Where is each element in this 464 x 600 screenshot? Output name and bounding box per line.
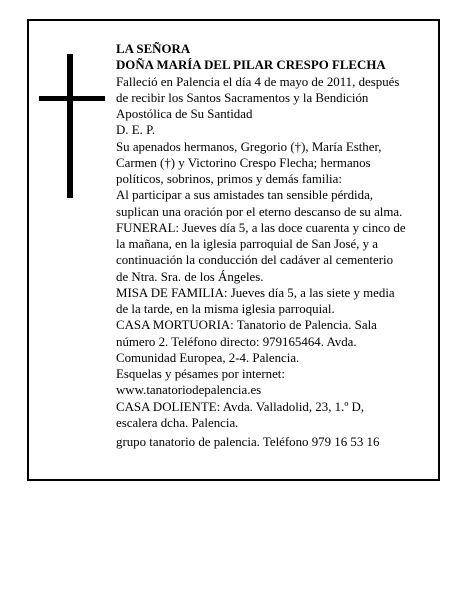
body-line: Su apenados hermanos, Gregorio (†), María Esther, <box>116 139 382 154</box>
cross-horizontal-bar <box>39 96 105 101</box>
body-line: MISA DE FAMILIA: Jueves día 5, a las siete y media <box>116 285 395 300</box>
obituary-text <box>116 41 436 450</box>
body-line: Falleció en Palencia el día 4 de mayo de 2011, después <box>116 74 400 89</box>
body-line: Comunidad Europea, 2-4. Palencia. <box>116 350 300 365</box>
body-line: Apostólica de Su Santidad <box>116 107 253 121</box>
body-line: número 2. Teléfono directo: 979165464. Avda. <box>116 334 357 349</box>
deceased-name: DOÑA MARÍA DEL PILAR CRESPO FLECHA <box>116 58 386 73</box>
body-line: FUNERAL: Jueves día 5, a las doce cuarenta y cinco de <box>116 220 406 235</box>
body-line: CASA MORTUORIA: Tanatorio de Palencia. Sala <box>116 318 377 333</box>
body-line: de recibir los Santos Sacramentos y la Bendición <box>116 90 369 105</box>
body-line: Carmen (†) y Victorino Crespo Flecha; hermanos <box>116 155 371 170</box>
body-line: de Ntra. Sra. de los Ángeles. <box>116 269 264 284</box>
latin-cross-icon <box>39 54 105 198</box>
body-line: de la tarde, en la misma iglesia parroquial. <box>116 302 335 316</box>
body-line: CASA DOLIENTE: Avda. Valladolid, 23, 1.º D, <box>116 399 365 414</box>
body-line: suplican una oración por el eterno descanso de su alma. <box>116 204 403 219</box>
cross-vertical-bar <box>67 54 73 198</box>
body-line: continuación la conducción del cadáver al cementerio <box>116 253 394 268</box>
title-line-1: LA SEÑORA <box>116 42 191 56</box>
body-line: grupo tanatorio de palencia. Teléfono 979 16 53 16 <box>116 435 380 449</box>
body-line: www.tanatoriodepalencia.es <box>116 383 262 398</box>
obituary-notice <box>27 19 440 481</box>
body-line: escalera dcha. Palencia. <box>116 415 239 430</box>
body-line: Esquelas y pésames por internet: <box>116 367 285 381</box>
body-line: la mañana, en la iglesia parroquial de San José, y a <box>116 237 379 251</box>
body-line: Al participar a sus amistades tan sensible pérdida, <box>116 188 374 203</box>
body-line: políticos, sobrinos, primos y demás familia: <box>116 172 342 186</box>
body-line: D. E. P. <box>116 123 156 138</box>
